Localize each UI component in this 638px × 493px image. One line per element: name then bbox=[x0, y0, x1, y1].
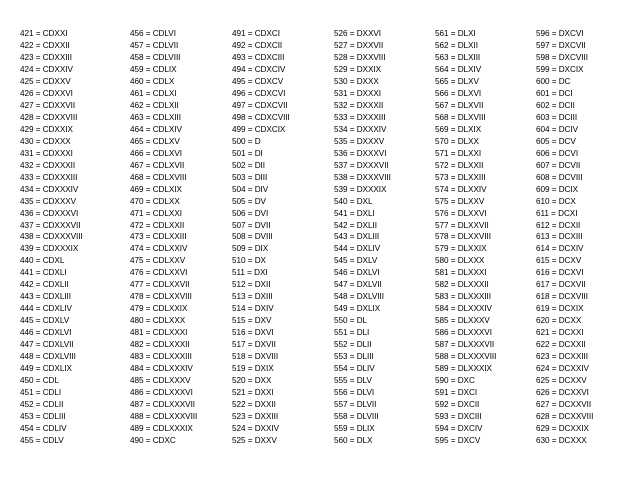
table-cell: 561 = DLXI bbox=[435, 29, 476, 38]
table-cell: 587 = DLXXXVII bbox=[435, 340, 495, 350]
table-cell: 538 = DXXXVIII bbox=[334, 172, 391, 182]
table-cell: 502 = DII bbox=[232, 160, 266, 170]
table-cell: 549 = DXLIX bbox=[334, 304, 381, 314]
table-cell: 433 = CDXXXIII bbox=[20, 172, 78, 182]
table-cell: 598 = DXCVIII bbox=[536, 52, 588, 62]
table-cell: 548 = DXLVIII bbox=[334, 292, 384, 302]
table-cell: 569 = DLXIX bbox=[435, 124, 482, 134]
table-cell: 428 = CDXXVIII bbox=[20, 112, 78, 122]
table-cell: 460 = CDLX bbox=[130, 76, 175, 86]
table-cell: 467 = CDLXVII bbox=[130, 160, 185, 170]
table-cell: 465 = CDLXV bbox=[130, 136, 180, 146]
table-cell: 481 = CDLXXXI bbox=[130, 328, 188, 338]
table-cell: 629 = DCXXIX bbox=[536, 423, 589, 433]
table-cell: 464 = CDLXIV bbox=[130, 124, 182, 134]
table-cell: 475 = CDLXXV bbox=[130, 256, 186, 266]
table-cell: 532 = DXXXII bbox=[334, 100, 384, 110]
table-cell: 474 = CDLXXIV bbox=[130, 244, 188, 254]
table-cell: 488 = CDLXXXVIII bbox=[130, 412, 198, 421]
table-cell: 431 = CDXXXI bbox=[20, 148, 73, 158]
table-cell: 510 = DX bbox=[232, 256, 266, 266]
table-cell: 610 = DCX bbox=[536, 196, 576, 206]
table-cell: 423 = CDXXIII bbox=[20, 52, 72, 62]
table-cell: 564 = DLXIV bbox=[435, 64, 482, 74]
table-cell: 575 = DLXXV bbox=[435, 196, 485, 206]
table-cell: 506 = DVI bbox=[232, 208, 269, 218]
table-cell: 596 = DXCVI bbox=[536, 29, 584, 38]
table-cell: 582 = DLXXXII bbox=[435, 280, 489, 290]
table-cell: 534 = DXXXIV bbox=[334, 124, 387, 134]
table-cell: 478 = CDLXXVIII bbox=[130, 292, 192, 302]
table-cell: 559 = DLIX bbox=[334, 423, 375, 433]
table-cell: 476 = CDLXXVI bbox=[130, 268, 188, 278]
table-cell: 434 = CDXXXIV bbox=[20, 184, 79, 194]
table-cell: 442 = CDXLII bbox=[20, 280, 69, 290]
table-cell: 620 = DCXX bbox=[536, 316, 582, 326]
table-cell: 616 = DCXVI bbox=[536, 268, 584, 278]
table-cell: 472 = CDLXXII bbox=[130, 220, 185, 230]
table-cell: 508 = DVIII bbox=[232, 232, 273, 242]
table-cell: 602 = DCII bbox=[536, 100, 575, 110]
table-cell: 463 = CDLXIII bbox=[130, 112, 182, 122]
table-cell: 451 = CDLI bbox=[20, 388, 62, 398]
table-cell: 422 = CDXXII bbox=[20, 40, 70, 50]
table-cell: 588 = DLXXXVIII bbox=[435, 352, 497, 362]
table-cell: 533 = DXXXIII bbox=[334, 112, 386, 122]
table-cell: 601 = DCI bbox=[536, 88, 573, 98]
table-cell: 499 = CDXCIX bbox=[232, 124, 286, 134]
table-cell: 555 = DLV bbox=[334, 376, 372, 386]
table-cell: 566 = DLXVI bbox=[435, 88, 482, 98]
table-cell: 619 = DCXIX bbox=[536, 304, 584, 314]
table-cell: 425 = CDXXV bbox=[20, 76, 71, 86]
table-cell: 627 = DCXXVII bbox=[536, 400, 592, 410]
table-cell: 436 = CDXXXVI bbox=[20, 208, 79, 218]
table-cell: 624 = DCXXIV bbox=[536, 364, 589, 374]
table-cell: 603 = DCIII bbox=[536, 112, 578, 122]
table-cell: 577 = DLXXVII bbox=[435, 220, 489, 230]
table-cell: 554 = DLIV bbox=[334, 364, 375, 374]
table-cell: 486 = CDLXXXVI bbox=[130, 388, 193, 398]
table-cell: 614 = DCXIV bbox=[536, 244, 584, 254]
table-cell: 424 = CDXXIV bbox=[20, 64, 73, 74]
table-cell: 430 = CDXXX bbox=[20, 136, 71, 146]
table-cell: 516 = DXVI bbox=[232, 328, 274, 338]
table-cell: 529 = DXXIX bbox=[334, 64, 382, 74]
table-cell: 542 = DXLII bbox=[334, 220, 377, 230]
table-cell: 604 = DCIV bbox=[536, 124, 579, 134]
table-column-6 bbox=[536, 28, 638, 447]
table-cell: 426 = CDXXVI bbox=[20, 88, 73, 98]
table-cell: 567 = DLXVII bbox=[435, 100, 484, 110]
table-cell: 541 = DXLI bbox=[334, 208, 375, 218]
table-cell: 519 = DXIX bbox=[232, 364, 274, 374]
table-cell: 612 = DCXII bbox=[536, 220, 581, 230]
table-cell: 509 = DIX bbox=[232, 244, 269, 254]
table-column-4 bbox=[334, 28, 438, 447]
table-cell: 611 = DCXI bbox=[536, 208, 578, 218]
table-cell: 480 = CDLXXX bbox=[130, 316, 186, 326]
table-cell: 447 = CDXLVII bbox=[20, 340, 74, 350]
table-cell: 608 = DCVIII bbox=[536, 172, 583, 182]
table-cell: 536 = DXXXVI bbox=[334, 148, 387, 158]
table-cell: 484 = CDLXXXIV bbox=[130, 364, 193, 374]
table-cell: 553 = DLIII bbox=[334, 352, 374, 362]
table-column-1 bbox=[20, 28, 124, 447]
table-cell: 443 = CDXLIII bbox=[20, 292, 72, 302]
table-cell: 625 = DCXXV bbox=[536, 376, 587, 386]
table-cell: 589 = DLXXXIX bbox=[435, 364, 492, 374]
table-cell: 497 = CDXCVII bbox=[232, 100, 288, 110]
table-cell: 469 = CDLXIX bbox=[130, 184, 182, 194]
table-cell: 483 = CDLXXXIII bbox=[130, 352, 192, 362]
table-cell: 487 = CDLXXXVII bbox=[130, 400, 196, 410]
table-cell: 449 = CDXLIX bbox=[20, 364, 72, 374]
table-cell: 524 = DXXIV bbox=[232, 423, 280, 433]
table-cell: 600 = DC bbox=[536, 76, 571, 86]
table-column-5 bbox=[435, 28, 539, 447]
table-cell: 482 = CDLXXXII bbox=[130, 340, 190, 350]
table-cell: 563 = DLXIII bbox=[435, 52, 481, 62]
table-cell: 556 = DLVI bbox=[334, 388, 375, 398]
table-cell: 628 = DCXXVIII bbox=[536, 412, 594, 421]
table-cell: 545 = DXLV bbox=[334, 256, 378, 266]
table-cell: 498 = CDXCVIII bbox=[232, 112, 290, 122]
table-cell: 584 = DLXXXIV bbox=[435, 304, 492, 314]
table-cell: 581 = DLXXXI bbox=[435, 268, 487, 278]
table-cell: 537 = DXXXVII bbox=[334, 160, 389, 170]
table-cell: 527 = DXXVII bbox=[334, 40, 384, 50]
table-cell: 573 = DLXXIII bbox=[435, 172, 486, 182]
table-cell: 530 = DXXX bbox=[334, 76, 379, 86]
table-cell: 568 = DLXVIII bbox=[435, 112, 486, 122]
table-cell: 473 = CDLXXIII bbox=[130, 232, 187, 242]
table-cell: 435 = CDXXXV bbox=[20, 196, 77, 206]
table-cell: 528 = DXXVIII bbox=[334, 52, 386, 62]
table-cell: 606 = DCVI bbox=[536, 148, 579, 158]
table-cell: 511 = DXI bbox=[232, 268, 268, 278]
table-cell: 507 = DVII bbox=[232, 220, 271, 230]
table-cell: 512 = DXII bbox=[232, 280, 271, 290]
table-cell: 489 = CDLXXXIX bbox=[130, 423, 193, 433]
table-cell: 471 = CDLXXI bbox=[130, 208, 182, 218]
table-cell: 622 = DCXXII bbox=[536, 340, 586, 350]
table-cell: 578 = DLXXVIII bbox=[435, 232, 491, 242]
table-cell: 505 = DV bbox=[232, 196, 266, 206]
table-cell: 609 = DCIX bbox=[536, 184, 579, 194]
table-cell: 623 = DCXXIII bbox=[536, 352, 588, 362]
table-cell: 493 = CDXCIII bbox=[232, 52, 285, 62]
table-cell: 457 = CDLVII bbox=[130, 40, 179, 50]
table-cell: 599 = DXCIX bbox=[536, 64, 584, 74]
table-cell: 454 = CDLIV bbox=[20, 423, 67, 433]
table-cell: 544 = DXLIV bbox=[334, 244, 381, 254]
table-cell: 574 = DLXXIV bbox=[435, 184, 487, 194]
table-cell: 551 = DLI bbox=[334, 328, 370, 338]
table-cell: 618 = DCXVIII bbox=[536, 292, 588, 302]
table-cell: 520 = DXX bbox=[232, 376, 272, 386]
table-cell: 440 = CDXL bbox=[20, 256, 65, 266]
table-cell: 547 = DXLVII bbox=[334, 280, 382, 290]
table-cell: 597 = DXCVII bbox=[536, 40, 586, 50]
table-cell: 579 = DLXXIX bbox=[435, 244, 487, 254]
table-cell: 613 = DCXIII bbox=[536, 232, 583, 242]
table-cell: 441 = CDXLI bbox=[20, 268, 67, 278]
table-cell: 535 = DXXXV bbox=[334, 136, 385, 146]
table-cell: 521 = DXXI bbox=[232, 388, 274, 398]
table-cell: 490 = CDXC bbox=[130, 435, 176, 445]
table-cell: 494 = CDXCIV bbox=[232, 64, 286, 74]
table-cell: 592 = DXCII bbox=[435, 400, 480, 410]
table-cell: 444 = CDXLIV bbox=[20, 304, 72, 314]
table-cell: 558 = DLVIII bbox=[334, 412, 379, 421]
table-cell: 583 = DLXXXIII bbox=[435, 292, 491, 302]
table-cell: 550 = DL bbox=[334, 316, 368, 326]
table-cell: 429 = CDXXIX bbox=[20, 124, 73, 134]
table-cell: 560 = DLX bbox=[334, 435, 373, 445]
table-cell: 522 = DXXII bbox=[232, 400, 276, 410]
table-cell: 543 = DXLIII bbox=[334, 232, 380, 242]
table-cell: 621 = DCXXI bbox=[536, 328, 584, 338]
table-cell: 585 = DLXXXV bbox=[435, 316, 490, 326]
table-cell: 491 = CDXCI bbox=[232, 29, 280, 38]
table-cell: 630 = DCXXX bbox=[536, 435, 587, 445]
table-cell: 615 = DCXV bbox=[536, 256, 582, 266]
table-cell: 576 = DLXXVI bbox=[435, 208, 487, 218]
table-column-3 bbox=[232, 28, 336, 447]
table-cell: 501 = DI bbox=[232, 148, 263, 158]
table-cell: 477 = CDLXXVII bbox=[130, 280, 190, 290]
table-cell: 595 = DXCV bbox=[435, 435, 481, 445]
table-cell: 557 = DLVII bbox=[334, 400, 377, 410]
table-cell: 485 = CDLXXXV bbox=[130, 376, 191, 386]
table-cell: 518 = DXVIII bbox=[232, 352, 279, 362]
table-cell: 421 = CDXXI bbox=[20, 29, 68, 38]
table-cell: 552 = DLII bbox=[334, 340, 372, 350]
table-cell: 450 = CDL bbox=[20, 376, 59, 386]
table-cell: 526 = DXXVI bbox=[334, 29, 382, 38]
roman-numeral-table bbox=[0, 28, 638, 445]
table-cell: 593 = DXCIII bbox=[435, 412, 482, 421]
table-cell: 495 = CDXCV bbox=[232, 76, 284, 86]
table-cell: 591 = DXCI bbox=[435, 388, 478, 398]
table-cell: 525 = DXXV bbox=[232, 435, 277, 445]
table-cell: 514 = DXIV bbox=[232, 304, 274, 314]
table-cell: 562 = DLXII bbox=[435, 40, 478, 50]
table-cell: 453 = CDLIII bbox=[20, 412, 66, 421]
table-cell: 439 = CDXXXIX bbox=[20, 244, 79, 254]
table-cell: 458 = CDLVIII bbox=[130, 52, 181, 62]
table-cell: 438 = CDXXXVIII bbox=[20, 232, 83, 242]
table-cell: 590 = DXC bbox=[435, 376, 475, 386]
table-column-2 bbox=[130, 28, 234, 447]
table-cell: 492 = CDXCII bbox=[232, 40, 283, 50]
table-cell: 540 = DXL bbox=[334, 196, 373, 206]
table-cell: 565 = DLXV bbox=[435, 76, 479, 86]
table-cell: 517 = DXVII bbox=[232, 340, 276, 350]
table-cell: 571 = DLXXI bbox=[435, 148, 482, 158]
table-cell: 461 = CDLXI bbox=[130, 88, 177, 98]
table-cell: 503 = DIII bbox=[232, 172, 268, 182]
table-cell: 432 = CDXXXII bbox=[20, 160, 76, 170]
table-cell: 546 = DXLVI bbox=[334, 268, 380, 278]
table-cell: 427 = CDXXVII bbox=[20, 100, 76, 110]
table-cell: 456 = CDLVI bbox=[130, 29, 176, 38]
table-cell: 437 = CDXXXVII bbox=[20, 220, 81, 230]
table-cell: 607 = DCVII bbox=[536, 160, 581, 170]
table-cell: 515 = DXV bbox=[232, 316, 272, 326]
table-cell: 580 = DLXXX bbox=[435, 256, 485, 266]
table-cell: 448 = CDXLVIII bbox=[20, 352, 76, 362]
table-cell: 445 = CDXLV bbox=[20, 316, 70, 326]
table-cell: 496 = CDXCVI bbox=[232, 88, 286, 98]
table-cell: 626 = DCXXVI bbox=[536, 388, 589, 398]
table-cell: 617 = DCXVII bbox=[536, 280, 586, 290]
table-cell: 452 = CDLII bbox=[20, 400, 64, 410]
table-cell: 500 = D bbox=[232, 136, 261, 146]
table-cell: 539 = DXXXIX bbox=[334, 184, 387, 194]
table-cell: 513 = DXIII bbox=[232, 292, 273, 302]
table-cell: 470 = CDLXX bbox=[130, 196, 180, 206]
table-cell: 605 = DCV bbox=[536, 136, 576, 146]
table-cell: 459 = CDLIX bbox=[130, 64, 177, 74]
table-cell: 531 = DXXXI bbox=[334, 88, 382, 98]
table-cell: 504 = DIV bbox=[232, 184, 269, 194]
table-cell: 446 = CDXLVI bbox=[20, 328, 72, 338]
table-cell: 594 = DXCIV bbox=[435, 423, 483, 433]
table-cell: 523 = DXXIII bbox=[232, 412, 279, 421]
table-cell: 586 = DLXXXVI bbox=[435, 328, 492, 338]
table-cell: 455 = CDLV bbox=[20, 435, 64, 445]
table-cell: 572 = DLXXII bbox=[435, 160, 484, 170]
table-cell: 462 = CDLXII bbox=[130, 100, 179, 110]
table-cell: 466 = CDLXVI bbox=[130, 148, 182, 158]
table-cell: 479 = CDLXXIX bbox=[130, 304, 188, 314]
table-cell: 570 = DLXX bbox=[435, 136, 479, 146]
table-cell: 468 = CDLXVIII bbox=[130, 172, 187, 182]
